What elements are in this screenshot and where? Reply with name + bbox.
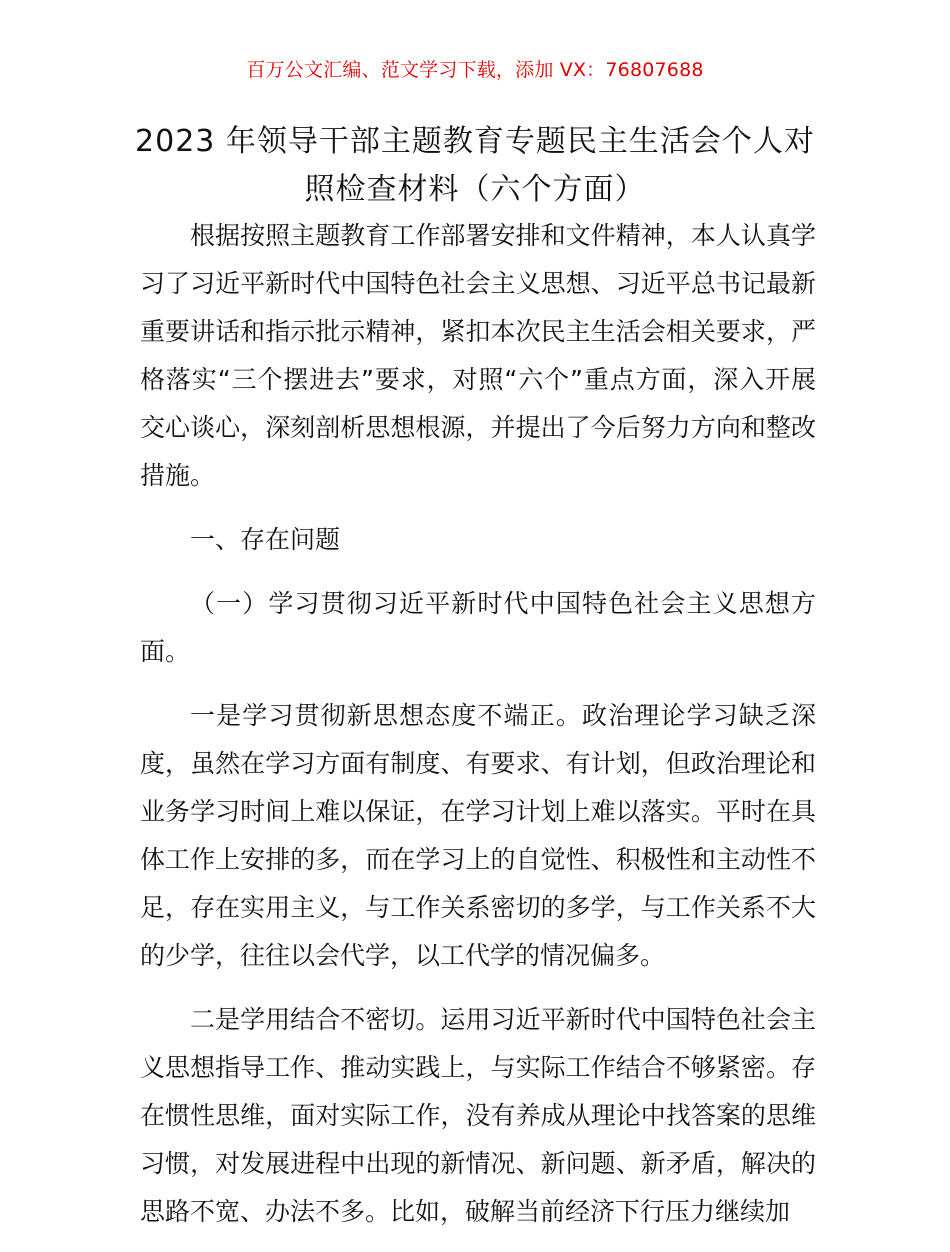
intro-paragraph: 根据按照主题教育工作部署安排和文件精神，本人认真学习了习近平新时代中国特色社会主义思想、习近平总书记最新重要讲话和指示批示精神，紧扣本次民主生活会相关要求，严格落实“三个摆进去”要求，对照“六个”重点方面，深入开展交心谈心，深刻剖析思想根源，并提出了今后努力方向和整改措施。 — [140, 221, 816, 490]
paragraph-point-one: 一是学习贯彻新思想态度不端正。政治理论学习缺乏深度，虽然在学习方面有制度、有要求、有计划，但政治理论和业务学习时间上难以保证，在学习计划上难以落实。平时在具体工作上安排的多，而在学习上的自觉性、积极性和主动性不足，存在实用主义，与工作关系密切的多学，与工作关系不大的少学，往往以会代学，以工代学的情况偏多。 — [140, 701, 816, 970]
header-watermark-text: 百万公文汇编、范文学习下载，添加 VX：76807688 — [246, 59, 704, 81]
subsection-heading-study: （一）学习贯彻习近平新时代中国特色社会主义思想方面。 — [140, 589, 816, 666]
paragraph-point-two: 二是学用结合不密切。运用习近平新时代中国特色社会主义思想指导工作、推动实践上，与实际工作结合不够紧密。存在惯性思维，面对实际工作，没有养成从理论中找答案的思维习惯，对发展进程中出现的新情况、新问题、新矛盾，解决的思路不宽、办法不多。比如，破解当前经济下行压力继续加 — [140, 1005, 816, 1226]
section-heading-problems: 一、存在问题 — [190, 525, 341, 554]
document-title: 2023 年领导干部主题教育专题民主生活会个人对照检查材料（六个方面） — [135, 124, 815, 207]
document-body — [140, 212, 816, 1252]
